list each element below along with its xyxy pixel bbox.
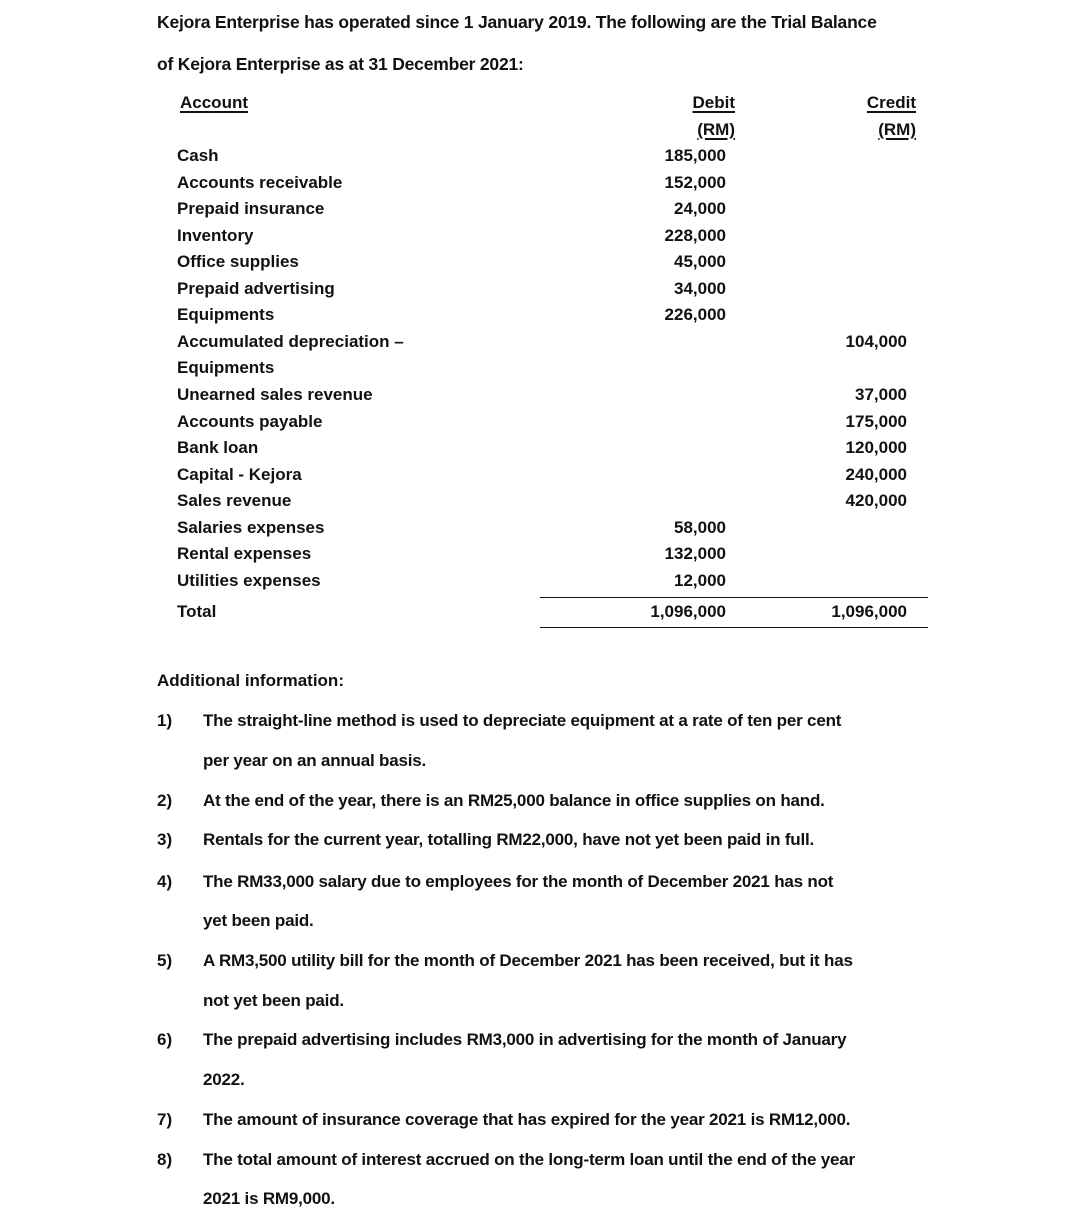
debit-value: 152,000: [664, 173, 726, 192]
note-text: The straight-line method is used to depreciate equipment at a rate of ten per cent: [203, 711, 842, 730]
note-number: 8): [157, 1150, 173, 1169]
account-name: Bank loan: [177, 438, 259, 457]
debit-value: 185,000: [664, 146, 726, 165]
note-number: 3): [157, 830, 173, 849]
credit-value: 420,000: [845, 491, 907, 510]
note-number: 1): [157, 711, 173, 730]
note-number: 4): [157, 872, 173, 891]
note-text: The amount of insurance coverage that has expired for the year 2021 is RM12,000.: [203, 1110, 851, 1129]
note-text-continued: 2022.: [203, 1070, 245, 1089]
debit-unit-header: (RM): [697, 120, 735, 139]
total-top-rule: [540, 597, 928, 598]
credit-value: 120,000: [845, 438, 907, 457]
account-name: Prepaid insurance: [177, 199, 325, 218]
total-debit: 1,096,000: [650, 602, 726, 621]
debit-value: 24,000: [674, 199, 726, 218]
note-text-continued: 2021 is RM9,000.: [203, 1189, 335, 1208]
debit-value: 45,000: [674, 252, 726, 271]
total-label: Total: [177, 602, 217, 621]
account-name: Unearned sales revenue: [177, 385, 373, 404]
debit-value: 132,000: [664, 544, 726, 563]
account-name: Cash: [177, 146, 219, 165]
account-name-continued: Equipments: [177, 358, 275, 377]
total-bottom-rule: [540, 627, 928, 628]
intro-line-1: Kejora Enterprise has operated since 1 January 2019. The following are the Trial Balance: [157, 12, 877, 32]
credit-unit-header: (RM): [878, 120, 916, 139]
account-name: Prepaid advertising: [177, 279, 335, 298]
debit-header: Debit: [692, 93, 735, 112]
account-name: Office supplies: [177, 252, 299, 271]
account-name: Rental expenses: [177, 544, 312, 563]
credit-value: 104,000: [845, 332, 907, 351]
total-credit: 1,096,000: [831, 602, 907, 621]
debit-value: 226,000: [664, 305, 726, 324]
credit-value: 37,000: [855, 385, 907, 404]
debit-value: 12,000: [674, 571, 726, 590]
note-text-continued: per year on an annual basis.: [203, 751, 427, 770]
account-name: Sales revenue: [177, 491, 292, 510]
credit-value: 175,000: [845, 412, 907, 431]
note-number: 6): [157, 1030, 173, 1049]
account-name: Accounts payable: [177, 412, 323, 431]
credit-header: Credit: [866, 93, 916, 112]
account-header: Account: [180, 93, 248, 112]
account-name: Salaries expenses: [177, 518, 325, 537]
debit-value: 228,000: [664, 226, 726, 245]
intro-line-2: of Kejora Enterprise as at 31 December 2021:: [157, 54, 524, 74]
note-text: The RM33,000 salary due to employees for the month of December 2021 has not: [203, 872, 834, 891]
debit-value: 58,000: [674, 518, 726, 537]
note-text: At the end of the year, there is an RM25,000 balance in office supplies on hand.: [203, 791, 825, 810]
note-text-continued: not yet been paid.: [203, 991, 344, 1010]
account-name: Capital - Kejora: [177, 465, 302, 484]
credit-value: 240,000: [845, 465, 907, 484]
note-number: 7): [157, 1110, 173, 1129]
account-name: Accumulated depreciation –: [177, 332, 404, 351]
note-text: A RM3,500 utility bill for the month of December 2021 has been received, but it has: [203, 951, 853, 970]
account-name: Utilities expenses: [177, 571, 321, 590]
note-number: 2): [157, 791, 173, 810]
additional-info-heading: Additional information:: [157, 671, 344, 690]
note-number: 5): [157, 951, 173, 970]
account-name: Inventory: [177, 226, 254, 245]
debit-value: 34,000: [674, 279, 726, 298]
note-text-continued: yet been paid.: [203, 911, 314, 930]
note-text: The prepaid advertising includes RM3,000 in advertising for the month of January: [203, 1030, 847, 1049]
account-name: Accounts receivable: [177, 173, 343, 192]
note-text: Rentals for the current year, totalling RM22,000, have not yet been paid in full.: [203, 830, 815, 849]
account-name: Equipments: [177, 305, 275, 324]
note-text: The total amount of interest accrued on the long-term loan until the end of the year: [203, 1150, 855, 1169]
